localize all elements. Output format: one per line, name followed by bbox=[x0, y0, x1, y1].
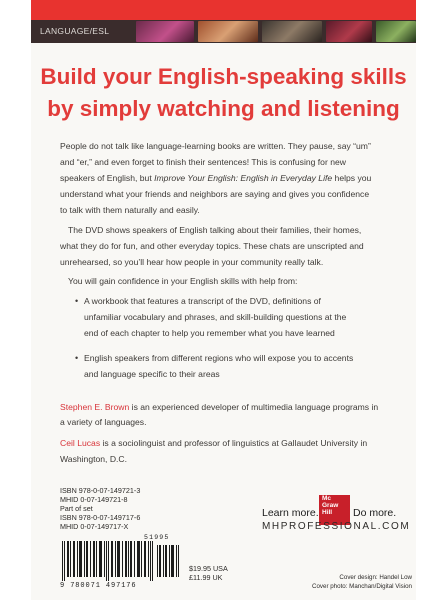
intro-line bbox=[60, 174, 371, 183]
author-bio-text: is a sociolinguist and professor of linguistics at Gallaudet University in bbox=[100, 438, 368, 448]
author-bio-line bbox=[60, 403, 378, 412]
intro-text: speakers of English, but bbox=[60, 173, 152, 183]
red-top-strip bbox=[31, 0, 416, 20]
thumbnail-photo-4 bbox=[326, 21, 372, 42]
barcode-addon-digits: 51995 bbox=[144, 534, 170, 541]
headline-line-1: Build your English-speaking skills bbox=[40, 64, 407, 89]
isbn-line: ISBN 978-0-07-149717-6 bbox=[60, 513, 141, 522]
bullet-1-line: end of each chapter to help you remember what you have learned bbox=[84, 328, 335, 338]
dvd-line: what they do for fun, and other everyday topics. These chats are unscripted and bbox=[60, 241, 364, 251]
category-label: LANGUAGE/ESL bbox=[40, 26, 110, 36]
thumbnail-photo-2 bbox=[198, 21, 258, 42]
thumbnail-photo-3 bbox=[262, 21, 322, 42]
intro-line: to talk with them naturally and easily. bbox=[60, 205, 200, 215]
page-margin-left bbox=[0, 0, 31, 600]
slogan-do-more: Do more. bbox=[353, 507, 397, 519]
page-margin-right bbox=[416, 0, 422, 600]
bullet-dot: • bbox=[75, 296, 79, 306]
isbn-line: MHID 0-07-149717-X bbox=[60, 522, 129, 531]
confidence-line: You will gain confidence in your English skills with help from: bbox=[68, 276, 298, 286]
publisher-website: MHPROFESSIONAL.COM bbox=[262, 521, 411, 532]
book-title: Improve Your English: English in Everyday Life bbox=[154, 173, 333, 183]
logo-text: Graw bbox=[322, 502, 339, 509]
author-name-stephen-brown: Stephen E. Brown bbox=[60, 402, 130, 412]
intro-line: People do not talk like language-learning books are written. They pause, say “um” bbox=[60, 141, 371, 151]
author-bio-line: Washington, D.C. bbox=[60, 454, 128, 464]
barcode-icon bbox=[60, 541, 180, 581]
logo-text: Mc bbox=[322, 495, 332, 502]
thumbnail-photo-5 bbox=[376, 21, 416, 42]
bullet-2-line: English speakers from different regions who will expose you to accents bbox=[84, 353, 354, 363]
headline-line-2: by simply watching and listening bbox=[47, 96, 400, 121]
cover-design-credit: Cover design: Handel Low bbox=[339, 574, 412, 581]
author-bio-line: a variety of languages. bbox=[60, 417, 147, 427]
author-bio-line bbox=[60, 439, 367, 448]
dvd-line: unrehearsed, so you’ll hear how people in your community really talk. bbox=[60, 257, 324, 267]
slogan-learn-more: Learn more. bbox=[262, 507, 319, 519]
price-uk: £11.99 UK bbox=[189, 573, 223, 582]
isbn-line: ISBN 978-0-07-149721-3 bbox=[60, 486, 141, 495]
intro-text: helps you bbox=[334, 173, 372, 183]
intro-line: and “er,” and even forget to finish their sentences! This is confusing for new bbox=[60, 157, 346, 167]
author-bio-text: is an experienced developer of multimedia language programs in bbox=[129, 402, 379, 412]
isbn-line: MHID 0-07-149721-8 bbox=[60, 495, 128, 504]
bullet-1-line: A workbook that features a transcript of the DVD, definitions of bbox=[84, 296, 321, 306]
cover-photo-credit: Cover photo: Manchan/Digital Vision bbox=[312, 583, 412, 590]
intro-line: understand what your friends and neighbors are saying and gives you confidence bbox=[60, 189, 370, 199]
bullet-1-line: unfamiliar vocabulary and phrases, and skill-building questions at the bbox=[84, 312, 347, 322]
bullet-2-line: and language specific to their areas bbox=[84, 369, 220, 379]
bullet-dot: • bbox=[75, 353, 79, 363]
logo-text: Hill bbox=[322, 509, 333, 516]
isbn-line: Part of set bbox=[60, 504, 93, 513]
barcode-digits: 9 780071 497176 bbox=[60, 582, 137, 590]
thumbnail-photo-1 bbox=[136, 21, 194, 42]
price-usa: $19.95 USA bbox=[189, 564, 228, 573]
dvd-line: The DVD shows speakers of English talking about their families, their homes, bbox=[68, 225, 362, 235]
author-name-ceil-lucas: Ceil Lucas bbox=[60, 438, 101, 448]
